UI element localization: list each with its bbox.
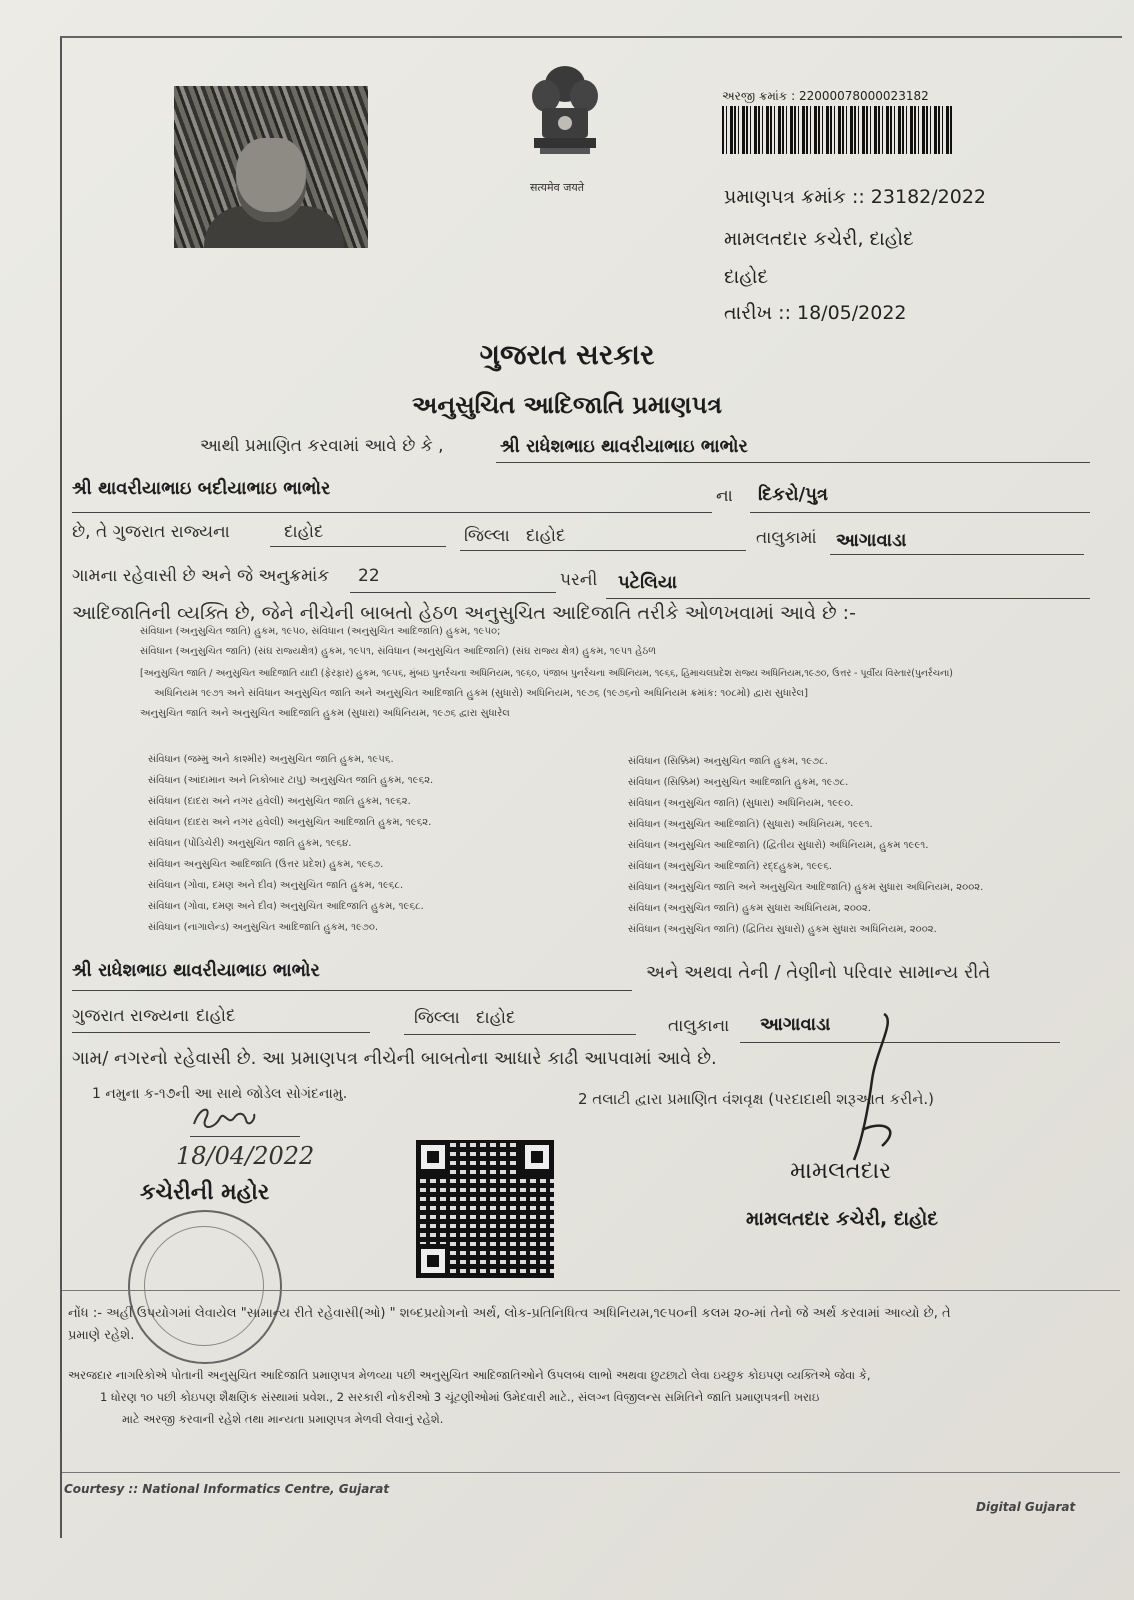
residence-holder-name: શ્રી રાધેશભાઇ થાવરીયાભાઇ ભાભોર [72, 960, 320, 981]
emblem-motto: सत्यमेव जयते [530, 181, 585, 194]
order-left-item-8: સંવિધાન (ગોવા, દમણ અને દીવ) અનુસુચિત આદિજાતિ હુકમ, ૧૯૬૮. [148, 901, 424, 912]
qr-code [416, 1140, 554, 1278]
issuing-place: દાહોદ [724, 266, 769, 288]
village-value: આગાવાડા [836, 530, 907, 551]
office-seal-inner-ring [144, 1226, 264, 1346]
taluka-label: તાલુકામાં [756, 528, 817, 548]
son-of-label: ના [716, 486, 733, 506]
order-line-3: [અનુસુચિત જાતિ / અનુસુચિત આદિજાતિ યાદી (ફેરફાર) હુકમ, ૧૯૫૬, મુંબઇ પુનર્રચના અધિનિયમ, ૧૯૬૦, પંજાબ પુનર્રચના અધિનિયમ, ૧૯૬૬, હિમાચલપ્રદેશ રાજ્ય અધિનિયમ,૧૯૭૦, ઉત્તર - પૂર્વીય વિસ્તાર(પુનર્રચના) [140, 668, 953, 679]
national-emblem-icon [520, 62, 610, 172]
district-line-2 [460, 550, 746, 551]
holder-name: શ્રી રાધેશભાઇ થાવરીયાભાઇ ભાભોર [500, 436, 748, 457]
footer-courtesy: Courtesy :: National Informatics Centre, Gujarat [64, 1482, 390, 1496]
district-value-2: દાહોદ [526, 526, 566, 546]
state-prefix: છે, તે ગુજરાત રાજ્યના [72, 522, 230, 542]
district-label: જિલ્લા [464, 526, 510, 546]
order-left-item-7: સંવિધાન (ગોવા, દમણ અને દીવ) અનુસુચિત જાતિ હુકમ, ૧૯૬૮. [148, 880, 404, 891]
recognition-text: આદિજાતિની વ્યક્તિ છે, જેને નીચેની બાબતો હેઠળ અનુસુચિત આદિજાતિ તરીકે ઓળખવામાં આવે છે :- [72, 602, 856, 624]
residence-taluka-label: તાલુકાના [668, 1016, 730, 1036]
order-left-item-9: સંવિધાન (નાગાલેન્ડ) અનુસુચિત આદિજાતિ હુકમ, ૧૯૭૦. [148, 922, 379, 933]
basis-item-1: 1 નમુના ક-૧૭ની આ સાથે જોડેલ સોગંદનામુ. [92, 1086, 348, 1102]
application-number: અરજી ક્રમાંક : 22000078000023182 [722, 89, 929, 103]
order-right-item-3: સંવિધાન (અનુસુચિત જાતિ) (સુધારા) અધિનિયમ, ૧૯૯૦. [628, 798, 854, 809]
residence-village: આગાવાડા [760, 1014, 831, 1035]
note-2-line-2: 1 ધોરણ ૧૦ પછી કોઇપણ શૈક્ષણિક સંસ્થામાં પ્રવેશ., 2 સરકારી નોકરીઓ 3 ચૂંટણીઓમાં ઉમેદવારી માટે., સંલગ્ન વિજીલન્સ સમિતિને જાતિ પ્રમાણપત્રની ખરાઇ [100, 1390, 820, 1404]
order-right-item-6: સંવિધાન (અનુસુચિત આદિજાતિ) રદ્દહુકમ, ૧૯૯૬. [628, 861, 833, 872]
issue-date: તારીખ :: 18/05/2022 [724, 302, 907, 324]
handwritten-date: 18/04/2022 [176, 1142, 315, 1170]
qr-finder-top-right [520, 1140, 554, 1174]
barcode [722, 106, 952, 154]
family-text: અને અથવા તેની / તેણીનો પરિવાર સામાન્ય રીતે [646, 962, 991, 983]
residence-district: દાહોદ [196, 1006, 236, 1026]
government-title: ગુજરાત સરકાર [479, 338, 655, 371]
photo-face [236, 138, 306, 222]
residence-district-line [72, 1032, 370, 1033]
order-right-item-2: સંવિધાન (સિક્કિમ) અનુસુચિત આદિજાતિ હુકમ, ૧૯૭૮. [628, 777, 849, 788]
certificate-number: પ્રમાણપત્ર ક્રમાંક :: 23182/2022 [724, 186, 986, 208]
issuing-office: મામલતદાર કચેરી, દાહોદ [724, 228, 914, 250]
order-left-item-6: સંવિધાન અનુસુચિત આદિજાતિ (ઉત્તર પ્રદેશ) હુકમ, ૧૯૬૭. [148, 859, 384, 870]
order-left-item-3: સંવિધાન (દાદરા અને નગર હવેલી) અનુસુચિત જાતિ હુકમ, ૧૯૬૨. [148, 796, 411, 807]
order-line-5: અનુસુચિત જાતિ અને અનુસુચિત આદિજાતિ હુકમ (સુધારા) અધિનિયમ, ૧૯૭૬ દ્વારા સુધારેલ [140, 708, 510, 719]
signatory-title: મામલતદાર [790, 1158, 892, 1184]
footer-brand: Digital Gujarat [976, 1500, 1076, 1514]
holder-name-line [496, 462, 1090, 463]
order-line-1: સંવિધાન (અનુસુચિત જાતિ) હુકમ, ૧૯૫૦, સંવિધાન (અનુસુચિત આદિજાતિ) હુકમ, ૧૯૫૦; [140, 626, 501, 637]
certificate-title: અનુસુચિત આદિજાતિ પ્રમાણપત્ર [412, 391, 722, 419]
residence-district-line-2 [404, 1034, 636, 1035]
father-name: શ્રી થાવરીયાભાઇ બદીયાભાઇ ભાભોર [72, 478, 331, 499]
note-2-line-3: માટે અરજી કરવાની રહેશે તથા માન્યતા પ્રમાણપત્ર મેળવી લેવાનું રહેશે. [122, 1412, 444, 1426]
order-right-item-4: સંવિધાન (અનુસુચિત આદિજાતિ) (સુધારા) અધિનિયમ, ૧૯૯૧. [628, 819, 873, 830]
note-1-line-1: નોંધ :- અહીં ઉપયોગમાં લેવાયેલ "સામાન્ય રીતે રહેવાસી(ઓ) " શબ્દપ્રયોગનો અર્થ, લોક-પ્રતિનિધિત્વ અધિનિયમ,૧૯૫૦ની કલમ ૨૦-માં તેનો જે અર્થ કરવામાં આવ્યો છે, તે [68, 1306, 951, 1321]
handwritten-initials-icon [190, 1102, 260, 1136]
note-1-line-2: પ્રમાણે રહેશે. [68, 1328, 135, 1343]
district-line [270, 546, 446, 547]
father-name-line [72, 512, 712, 513]
serial-line [350, 592, 556, 593]
qr-finder-bottom-left [416, 1244, 450, 1278]
orders-right-column [628, 756, 1098, 945]
relation-line [750, 512, 1090, 513]
order-right-item-1: સંવિધાન (સિક્કિમ) અનુસુચિત જાતિ હુકમ, ૧૯૭૮. [628, 756, 828, 767]
order-right-item-7: સંવિધાન (અનુસુચિત જાતિ અને અનુસુચિત આદિજાતિ) હુકમ સુધારા અધિનિયમ, ૨૦૦૨. [628, 882, 984, 893]
resident-text: ગામના રહેવાસી છે અને જે અનુક્રમાંક [72, 566, 330, 586]
notes-divider [62, 1290, 1120, 1291]
order-left-item-2: સંવિધાન (આંદામાન અને નિકોબાર ટાપુ) અનુસુચિત જાતિ હુકમ, ૧૯૬૨. [148, 775, 434, 786]
note-2-line-1: અરજદાર નાગરિકોએ પોતાની અનુસુચિત આદિજાતિ પ્રમાણપત્ર મેળવ્યા પછી અનુસુચિત આદિજાતિઓને ઉપલબ્ધ લાભો અથવા છુટછાટો લેવા ઇચ્છુક કોઇપણ વ્યક્તિએ જેવા કે, [68, 1368, 871, 1382]
qr-finder-top-left [416, 1140, 450, 1174]
office-seal-label: કચેરીની મહોર [140, 1180, 270, 1205]
orders-left-column [148, 754, 598, 943]
signatory-office: મામલતદાર કચેરી, દાહોદ [746, 1208, 939, 1230]
relation-value: દિકરો/પુત્ર [758, 484, 828, 505]
order-right-item-8: સંવિધાન (અનુસુચિત જાતિ) હુકમ સુધારા અધિનિયમ, ૨૦૦૨. [628, 903, 871, 914]
tribe-line [606, 598, 1090, 599]
basis-text: ગામ/ નગરનો રહેવાસી છે. આ પ્રમાણપત્ર નીચેની બાબતોના આધારે કાઢી આપવામાં આવે છે. [72, 1048, 717, 1069]
district-value: દાહોદ [284, 522, 324, 542]
order-line-2: સંવિધાન (અનુસુચિત જાતિ) (સંઘ રાજ્યક્ષેત્ર) હુકમ, ૧૯૫૧, સંવિધાન (અનુસુચિત આદિજાતિ) (સંઘ રાજ્ય ક્ષેત્ર) હુકમ, ૧૯૫૧ હેઠળ [140, 646, 657, 657]
tribe-value: પટેલિયા [618, 572, 677, 593]
order-left-item-1: સંવિધાન (જમ્મુ અને કાશ્મીર) અનુસુચિત જાતિ હુકમ, ૧૯૫૬. [148, 754, 394, 765]
serial-number: 22 [358, 566, 380, 586]
basis-item-2: 2 તલાટી દ્વારા પ્રમાણિત વંશવૃક્ષ (પરદાદાથી શરૂઆત કરીને.) [578, 1090, 935, 1108]
order-line-4: અધિનિયમ ૧૯૭૧ અને સંવિધાન અનુસુચિત જાતિ અને અનુસુચિત આદિજાતિ હુકમ (સુધારો) અધિનિયમ, ૧૯૭૬ (૧૯૭૬નો અધિનિયમ ક્રમાંક: ૧૦૮મો) દ્વારા સુધારેલ] [154, 688, 809, 699]
footer-divider [62, 1472, 1120, 1473]
order-right-item-5: સંવિધાન (અનુસુચિત આદિજાતિ) (દ્વિતીય સુધારો) અધિનિયમ, હુકમ ૧૯૯૧. [628, 840, 929, 851]
order-right-item-9: સંવિધાન (અનુસુચિત જાતિ) (દ્વિતિય સુધારો) હુકમ સુધારા અધિનિયમ, ૨૦૦૨. [628, 924, 937, 935]
residence-district-label: જિલ્લા [414, 1008, 460, 1028]
signature-icon [832, 1010, 912, 1170]
intro-text: આથી પ્રમાણિત કરવામાં આવે છે કે , [200, 436, 444, 456]
initials-line [190, 1136, 300, 1137]
par-label: પરની [560, 570, 598, 590]
residence-state: ગુજરાત રાજ્યના [72, 1006, 190, 1026]
village-line [830, 554, 1084, 555]
holder-photo [174, 86, 368, 248]
order-left-item-4: સંવિધાન (દાદરા અને નગર હવેલી) અનુસુચિત આદિજાતિ હુકમ, ૧૯૬૨. [148, 817, 432, 828]
residence-name-line [72, 990, 632, 991]
residence-district-2: દાહોદ [476, 1008, 516, 1028]
order-left-item-5: સંવિધાન (પોંડિચેરી) અનુસુચિત જાતિ હુકમ, ૧૯૬૪. [148, 838, 352, 849]
